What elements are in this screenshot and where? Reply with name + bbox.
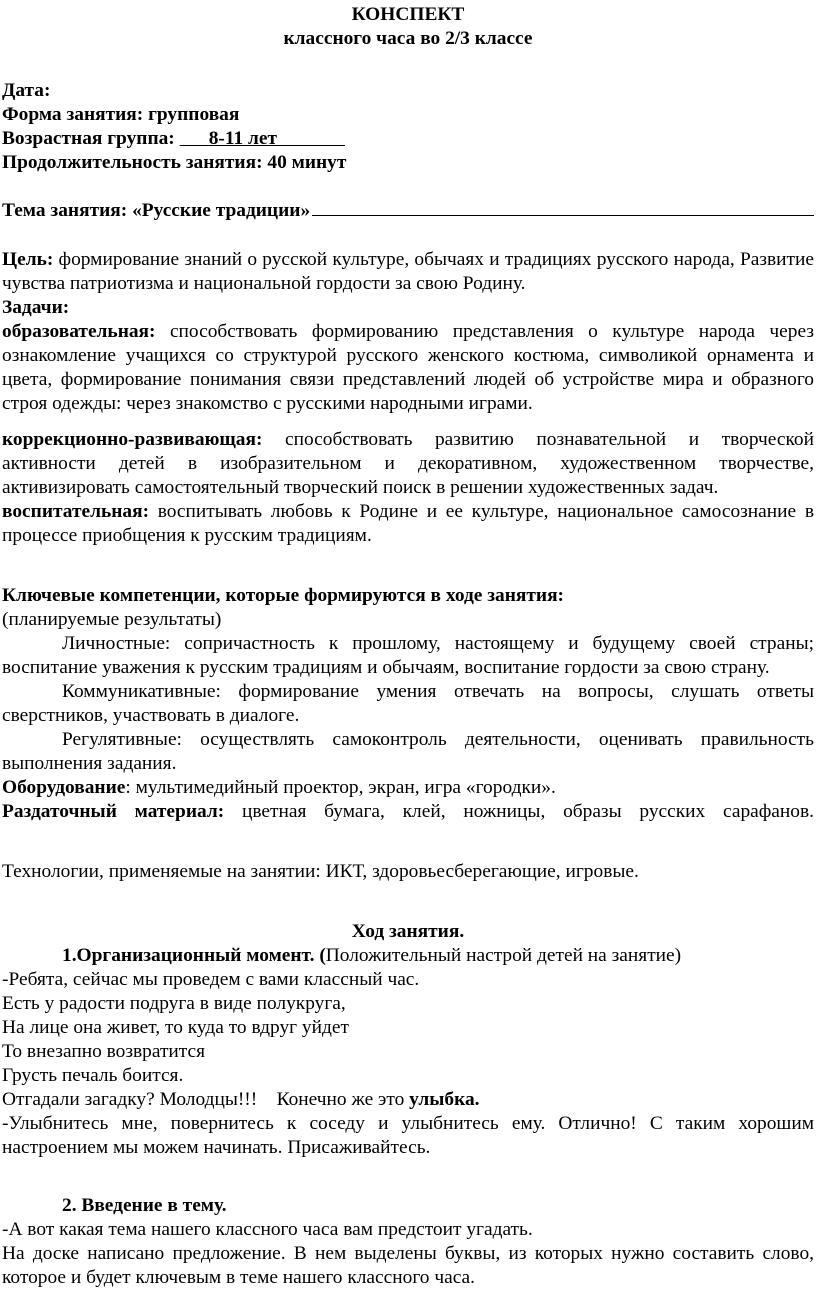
riddle-line <box>2 1088 814 1112</box>
step1-line <box>2 944 814 968</box>
competency-regulatory: Регулятивные: осуществлять самоконтроль деятельности, оценивать правильность выполнения задания. <box>2 729 814 774</box>
smile-paragraph: -Улыбнитесь мне, повернитесь к соседу и улыбнитесь ему. Отлично! С таким хорошим настроением мы можем начинать. Присаживайтесь. <box>2 1113 814 1158</box>
task-educational <box>2 320 814 416</box>
task-upbringing-text: воспитывать любовь к Родине и ее культуре, национальное самосознание в процессе приобщения к русским традициям. <box>2 501 814 546</box>
competency-communicative: Коммуникативные: формирование умения отвечать на вопросы, слушать ответы сверстников, участвовать в диалоге. <box>2 681 814 726</box>
handout-line <box>2 800 814 824</box>
age-label: Возрастная группа: <box>2 128 180 149</box>
riddle-answer: улыбка. <box>409 1089 480 1110</box>
step2-label: 2. Введение в тему. <box>62 1195 227 1216</box>
doc-title: КОНСПЕКТ <box>351 4 465 25</box>
task-educational-text: способствовать формированию представления о культуре народа через ознакомление учащихся со структурой русского женского костюма, символикой орнамента и цвета, формирование понимания связи представлений людей об устройстве мира и образного строя одежды: через знакомство с русскими народными играми. <box>2 321 814 414</box>
equipment-label: Оборудование <box>2 777 126 798</box>
lesson-line-1: -Ребята, сейчас мы проведем с вами классный час. <box>2 969 420 990</box>
lesson-line-5: Грусть печаль боится. <box>2 1065 184 1086</box>
document-page <box>0 3 816 1288</box>
riddle-text: Отгадали загадку? Молодцы!!! Конечно же это <box>2 1089 410 1110</box>
date-label: Дата: <box>2 80 51 101</box>
equipment-text: : мультимедийный проектор, экран, игра «городки». <box>125 777 556 798</box>
tasks-heading: Задачи: <box>2 297 70 318</box>
competencies-heading: Ключевые компетенции, которые формируются в ходе занятия: <box>2 585 565 606</box>
task-upbringing-label: воспитательная: <box>2 501 150 522</box>
lesson-heading: Ход занятия. <box>351 921 465 942</box>
age-value: 8-11 лет <box>208 128 278 149</box>
competencies-note: (планируемые результаты) <box>2 609 222 630</box>
step2-line-2: На доске написано предложение. В нем выделены буквы, из которых нужно составить слово, которое и будет ключевым в теме нашего классного часа. <box>2 1243 814 1288</box>
topic-label: Тема занятия: «Русские традиции» <box>2 200 311 221</box>
task-educational-label: образовательная: <box>2 321 156 342</box>
form-line: Форма занятия: групповая <box>2 104 240 125</box>
goal-paragraph <box>2 248 814 296</box>
duration-line: Продолжительность занятия: 40 минут <box>2 152 347 173</box>
handout-text: цветная бумага, клей, ножницы, образы русских сарафанов. <box>224 801 814 822</box>
step2-line-1: -А вот какая тема нашего классного часа вам предстоит угадать. <box>2 1219 533 1240</box>
technologies-line: Технологии, применяемые на занятии: ИКТ, здоровьесберегающие, игровые. <box>2 861 639 882</box>
step1-label: 1.Организационный момент. ( <box>62 945 326 966</box>
handout-label: Раздаточный материал: <box>2 801 225 822</box>
task-corrective-text: способствовать развитию познавательной и творческой активности детей в изобразительном и декоративном, художественном творчестве, активизировать самостоятельный творческий поиск в решении художественных задач. <box>2 429 814 498</box>
task-corrective <box>2 428 814 500</box>
task-upbringing <box>2 500 814 548</box>
age-line <box>2 127 814 151</box>
step1-note: Положительный настрой детей на занятие) <box>325 945 682 966</box>
task-corrective-label: коррекционно-развивающая: <box>2 429 263 450</box>
lesson-line-4: То внезапно возвратится <box>2 1041 206 1062</box>
goal-label: Цель: <box>2 249 54 270</box>
doc-subtitle: классного часа во 2/3 классе <box>283 28 533 49</box>
lesson-line-2: Есть у радости подруга в виде полукруга, <box>2 993 346 1014</box>
equipment-line <box>2 776 814 800</box>
lesson-line-3: На лице она живет, то куда то вдруг уйдет <box>2 1017 349 1038</box>
goal-text: формирование знаний о русской культуре, обычаях и традициях русского народа, Развитие чувства патриотизма и национальной гордости за свою Родину. <box>2 249 814 294</box>
competency-personal: Личностные: сопричастность к прошлому, настоящему и будущему своей страны; воспитание уважения к русским традициям и обычаям, воспитание гордости за свою страну. <box>2 633 814 678</box>
topic-underline <box>312 215 814 216</box>
topic-line <box>2 199 814 223</box>
